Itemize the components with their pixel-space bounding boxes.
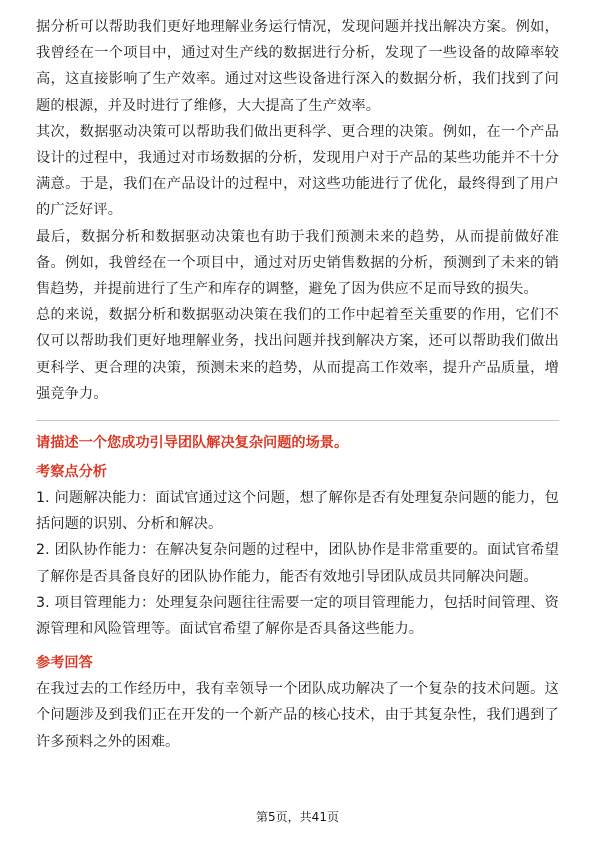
page-number-footer: 第5页，共41页	[256, 810, 339, 824]
answer-paragraph: 在我过去的工作经历中，我有幸领导一个团队成功解决了一个复杂的技术问题。这个问题涉及到我们正在开发的一个新产品的核心技术，由于其复杂性，我们遇到了许多预料之外的困难。	[36, 681, 559, 750]
analysis-item-3: 3. 项目管理能力：处理复杂问题往往需要一定的项目管理能力，包括时间管理、资源管理和风险管理等。面试官希望了解你是否具备这些能力。	[36, 594, 559, 638]
intro-paragraph-2: 其次，数据驱动决策可以帮助我们做出更科学、更合理的决策。例如，在一个产品设计的过程中，我通过对市场数据的分析，发现用户对于产品的某些功能并不十分满意。于是，我们在产品设计的过程中，对这些功能进行了优化，最终得到了用户的广泛好评。	[36, 123, 559, 219]
answer-heading: 参考回答	[36, 655, 93, 672]
interview-question: 请描述一个您成功引导团队解决复杂问题的场景。	[36, 435, 349, 452]
intro-paragraph-3: 最后，数据分析和数据驱动决策也有助于我们预测未来的趋势，从而提前做好准备。例如，我曾经在一个项目中，通过对历史销售数据的分析，预测到了未来的销售趋势，并提前进行了生产和库存的调整，避免了因为供应不足而导致的损失。	[36, 228, 559, 298]
spacer	[36, 642, 559, 647]
section-divider	[36, 420, 559, 421]
document-page	[36, 14, 559, 755]
intro-paragraph-1: 据分析可以帮助我们更好地理解业务运行情况，发现问题并找出解决方案。例如，我曾经在一个项目中，通过对生产线的数据进行分析，发现了一些设备的故障率较高，这直接影响了生产效率。通过对这些设备进行深入的数据分析，我们找到了问题的根源，并及时进行了维修，大大提高了生产效率。	[36, 19, 559, 114]
intro-paragraph-4: 总的来说，数据分析和数据驱动决策在我们的工作中起着至关重要的作用，它们不仅可以帮助我们更好地理解业务，找出问题并找到解决方案，还可以帮助我们做出更科学、更合理的决策，预测未来的趋势，从而提高工作效率，提升产品质量，增强竞争力。	[36, 307, 559, 402]
analysis-heading: 考察点分析	[36, 464, 107, 481]
analysis-item-2: 2. 团队协作能力：在解决复杂问题的过程中，团队协作是非常重要的。面试官希望了解你是否具备良好的团队协作能力，能否有效地引导团队成员共同解决问题。	[36, 542, 559, 585]
analysis-item-1: 1. 问题解决能力：面试官通过这个问题，想了解你是否有处理复杂问题的能力，包括问题的识别、分析和解决。	[36, 490, 559, 533]
